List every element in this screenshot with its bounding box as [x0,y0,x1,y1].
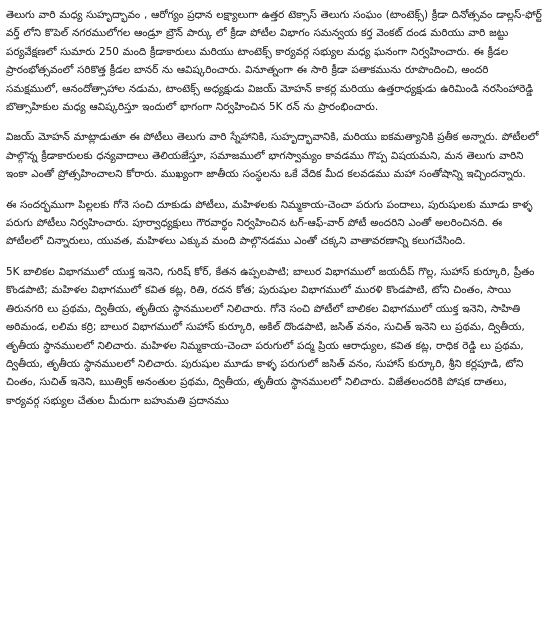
paragraph-president-speech: విజయ్ మోహన్ మాట్లాడుతూ ఈ పోటీలు తెలుగు వారి స్నేహానికి, సుహృద్భావానికి, మరియు ఐకమత్యానికి ప్రతీక అన్నారు. పోటీలలో పాల్గొన్న క్రీడాకారులకు ధన్యవాదాలు తెలియజేస్తూ, సమాజములో భాగస్వామ్యం కావడము గొప్ప విషయమని, మన తెలుగు వారిని ఇంకా ఎంతో ప్రోత్సహించాలని కోరారు. ముఖ్యంగా జాతీయ సంస్థలను ఒకే వేదిక మీద కలవడము మహా సంతోషాన్ని ఇచ్చిందన్నారు. [6,131,539,181]
paragraph-winners: 5K బాలికల విభాగములో యుక్త ఇనెని, గురిష్ కోర్, కేతన ఉప్పలపాటి; బాలుర విభాగములో జయదీప్ గొల్ల, సుహాస్ కుర్కూరి, ప్రీతం కొండపాటి; మహిళల విభాగములో కవిత కట్ల, రితి, రదన కోత; పురుషుల విభాగములో మురళి కొండపాటి, టోని చింతం, సాయి తిరునగరి లు ప్రథమ, ద్వితీయ, తృతీయ స్థానములలో నిలిచారు. గోనె సంచి పోటీలో బాలికల విభాగములో యుక్త ఇనెని, సాహితి అరిమండ, లలిమ కర్రి; బాలుర విభాగములో సుహాస్ కుర్కూరి, అకిల్ దొండపాటి, జసిత్ వనం, సుచిత్ ఇనెని లు ప్రథమ, ద్వితీయ, తృతీయ స్థానములలో నిలిచారు. మహిళల నిమ్మకాయ-చెంచా పరుగులో పద్మ ప్రియ ఆరాధ్యుల, కవిత కట్ల, రాధిక రెడ్డి లు ప్రథమ, ద్వితీయ, తృతీయ స్థానములలో నిలిచారు. పురుషుల మూడు కాళ్ళ పరుగులో జసిత్ వనం, సుహాస్ కుర్కూరి, శ్రీని కర్లపూడి, టోని చింతం, సుచిత్ ఇనెని, ఋత్విక్ అనంతుల ప్రథమ, ద్వితీయ, తృతీయ స్థానములలో నిలిచారు. విజేతలందరికి పోషక దాతలు, కార్యవర్గ సభ్యుల చేతుల మీదుగా బహుమతి ప్రదానము [6,265,535,407]
paragraph-opening: తెలుగు వారి మధ్య సుహృద్భావం , ఆరోగ్యం ప్రధాన లక్ష్యాలుగా ఉత్తర టెక్సాస్ తెలుగు సంఘం (టాంటెక్స్) క్రీడా దినోత్సవం డాల్లస్-ఫోర్ట్ వర్త్ లోని కొపెల్ నగరములోగల ఆండ్రూ బ్రౌన్ పార్కు లో క్రీడా పోటీల విభాగం సమన్వయ కర్త వెంకట్ దండ మరియు వారి జట్టు పర్యవేక్షణలో సుమారు 250 మంది క్రీడాకారులు మరియు టాంటెక్స్ కార్యవర్గ సభ్యుల మధ్య ఘనంగా నిర్వహించారు. ఈ క్రీడల ప్రారంభోత్సవంలో సరికొత్త క్రీడల బానర్ ను ఆవిష్కరించారు. వినూత్నంగా ఈ సారి క్రీడా పతాకమును రూపొందించి, అందరి సమక్షములో, ఆనందోత్సాహాల నడుమ, టాంటెక్స్ అధ్యక్షుడు విజయ్ మోహన్ కాకర్ల మరియు ఉత్తరాధ్యక్షుడు ఉరిమిండి నరసింహారెడ్డి బొత్సాహికుల మధ్య ఆవిష్కరిస్తూ ఇందులో భాగంగా నిర్వహించిన 5K రన్ ను ప్రారంభించారు. [6,9,542,114]
paragraph-events: ఈ సందర్భముగా పిల్లలకు గోనె సంచి దూకుడు పోటీలు, మహిళలకు నిమ్మకాయ-చెంచా పరుగు పందాలు, పురుషులకు మూడు కాళ్ళ పరుగు పోటీలు నిర్వహించారు. పూర్వాధ్యక్షులు గౌరవార్థం నిర్వహించిన టగ్-ఆఫ్-వార్ పోటీ అందరిని ఎంతో అలరించినది. ఈ పోటీలలో చిన్నారులు, యువత, మహిళలు ఎక్కువ మంది పాల్గొనడము ఎంతో చక్కని వాతావరణాన్ని కలుగచేసింది. [6,198,533,248]
